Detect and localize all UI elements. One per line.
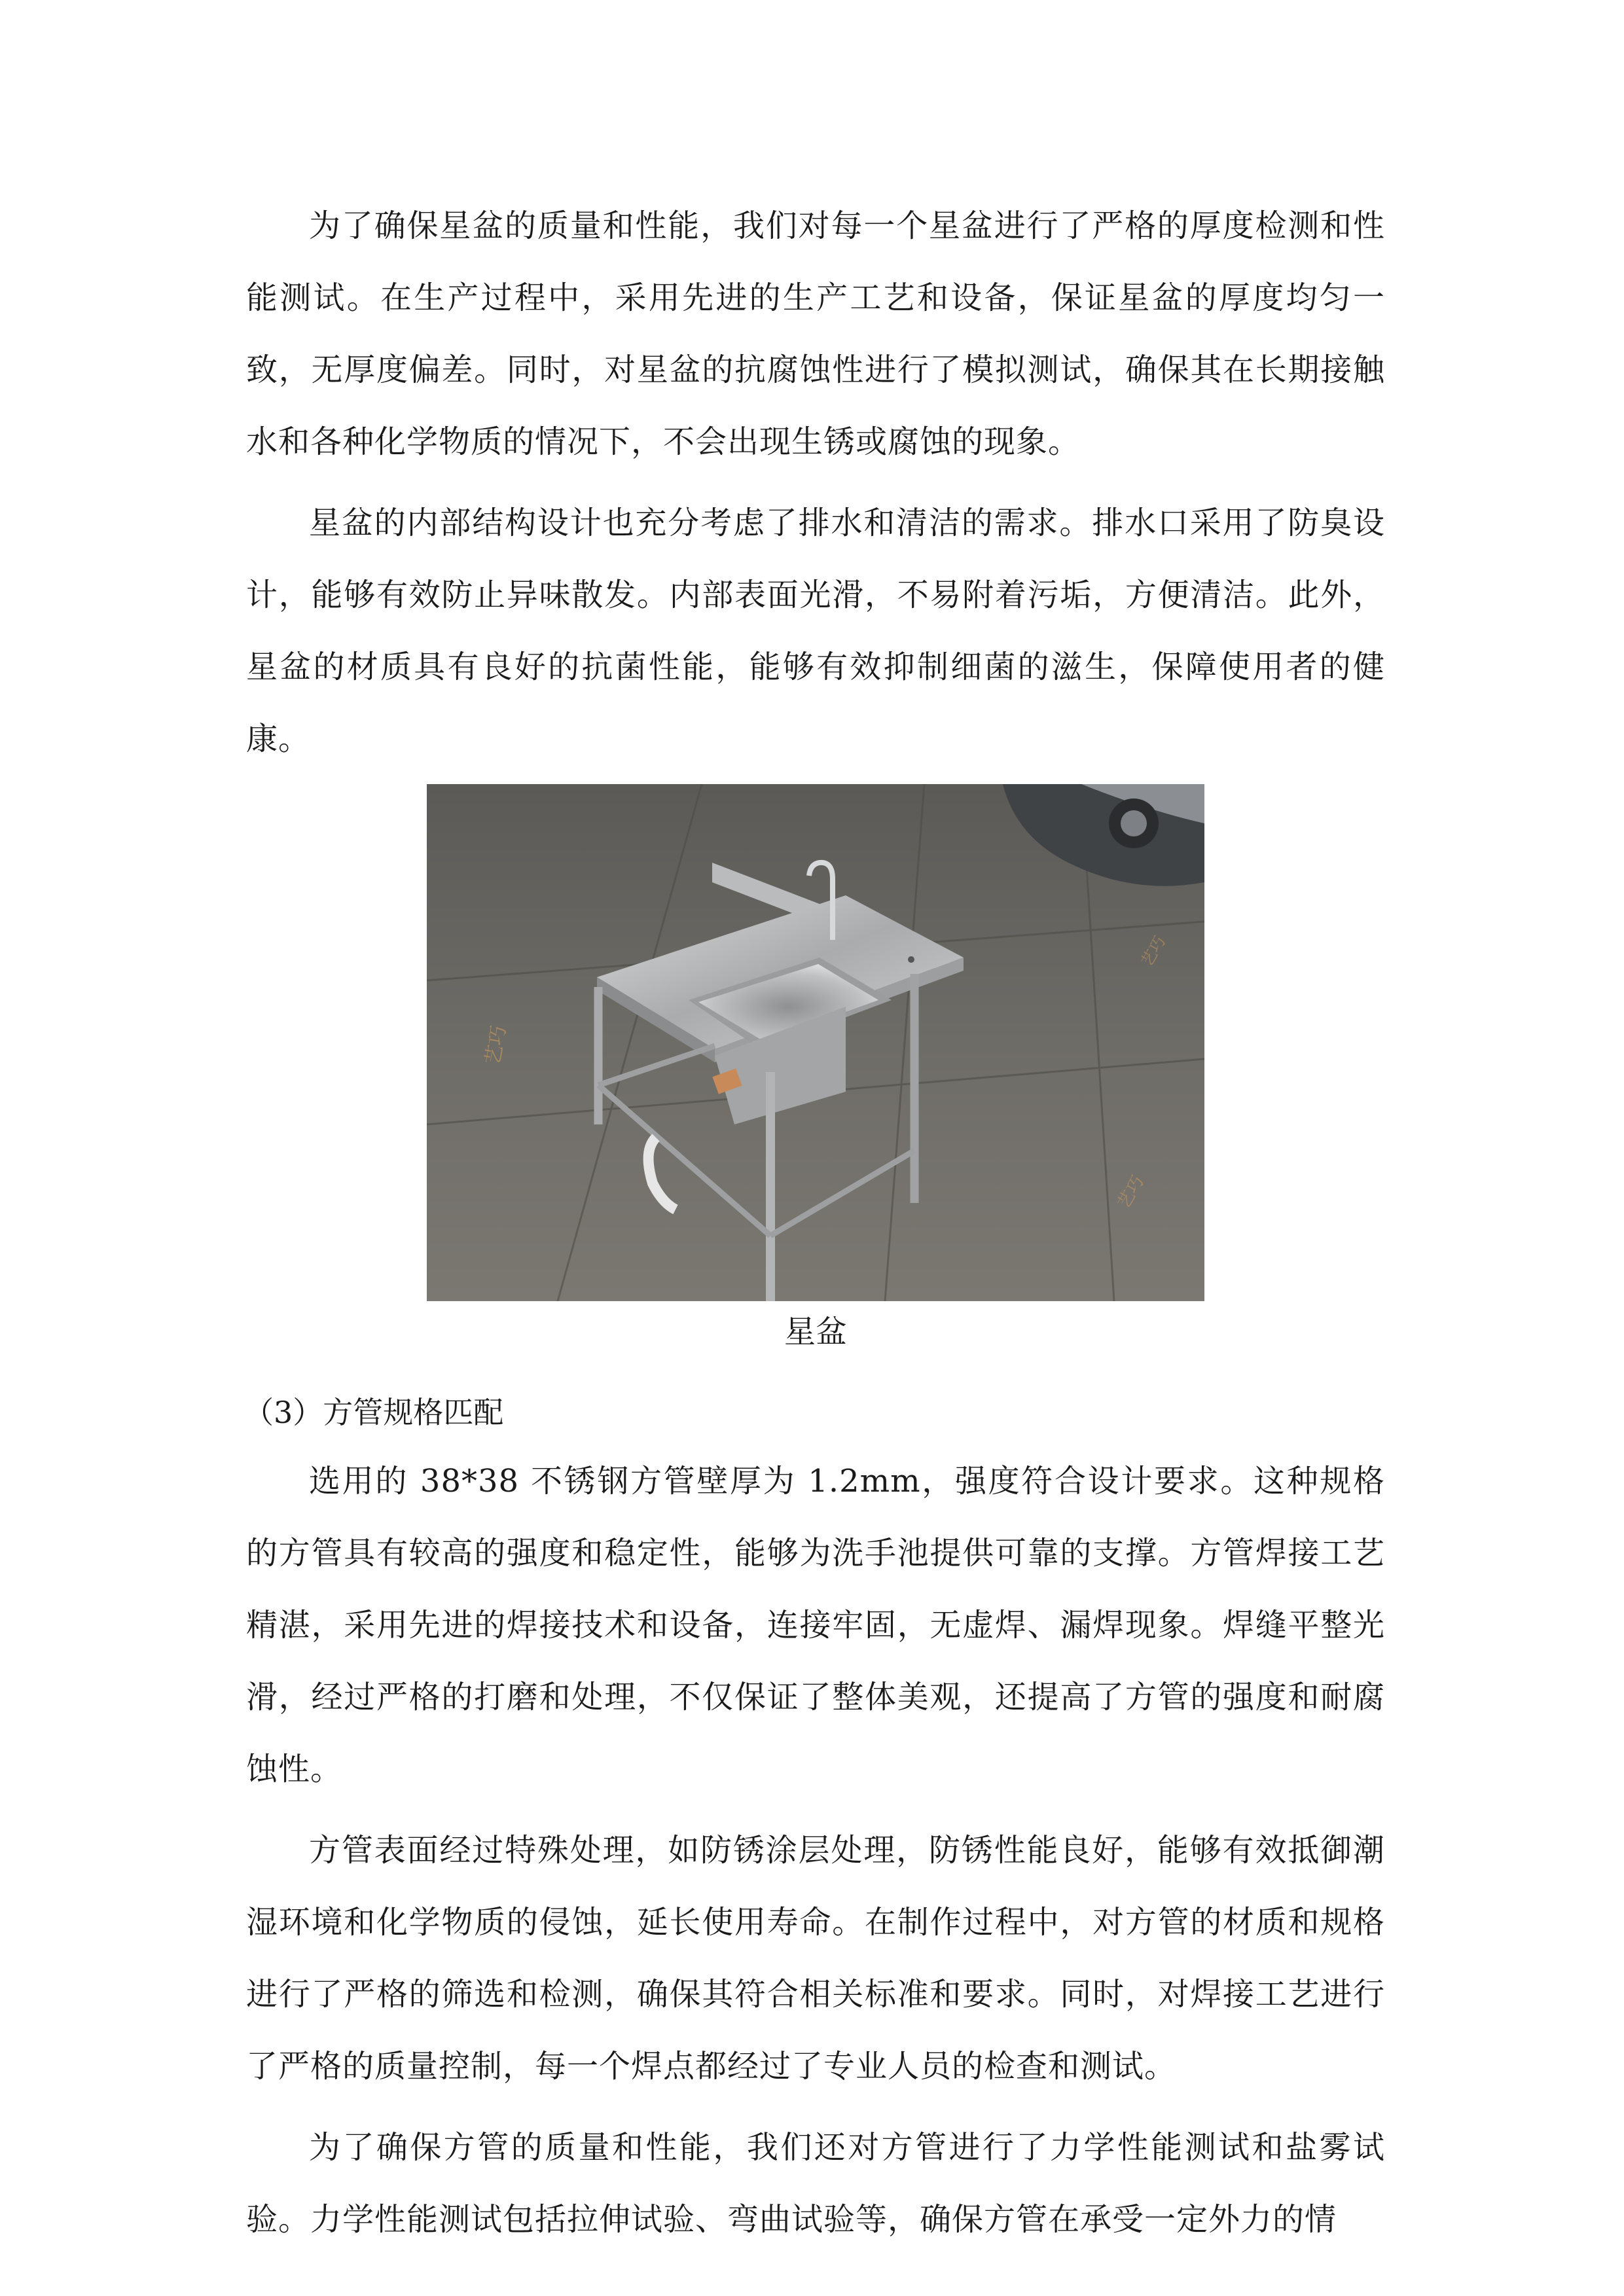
- paragraph: 方管表面经过特殊处理，如防锈涂层处理，防锈性能良好，能够有效抵御潮湿环境和化学物质的侵蚀，延长使用寿命。在制作过程中，对方管的材质和规格进行了严格的筛选和检测，确保其符合相关标准和要求。同时，对焊接工艺进行了严格的质量控制，每一个焊点都经过了专业人员的检查和测试。: [246, 1832, 1385, 2085]
- paragraph: 选用的 38*38 不锈钢方管壁厚为 1.2mm，强度符合设计要求。这种规格的方管具有较高的强度和稳定性，能够为洗手池提供可靠的支撑。方管焊接工艺精湛，采用先进的焊接技术和设备，连接牢固，无虚焊、漏焊现象。焊缝平整光滑，经过严格的打磨和处理，不仅保证了整体美观，还提高了方管的强度和耐腐蚀性。: [246, 1463, 1385, 1787]
- sink-photo: [427, 784, 1204, 1301]
- paragraph: 为了确保方管的质量和性能，我们还对方管进行了力学性能测试和盐雾试验。力学性能测试包括拉伸试验、弯曲试验等，确保方管在承受一定外力的情: [246, 2129, 1385, 2238]
- svg-text:艺巧: 艺巧: [1137, 933, 1170, 969]
- svg-text:艺巧: 艺巧: [1114, 1172, 1149, 1212]
- figure-caption: 星盆: [784, 1314, 847, 1350]
- paragraph: 为了确保星盆的质量和性能，我们对每一个星盆进行了严格的厚度检测和性能测试。在生产过程中，采用先进的生产工艺和设备，保证星盆的厚度均匀一致，无厚度偏差。同时，对星盆的抗腐蚀性进行了模拟测试，确保其在长期接触水和各种化学物质的情况下，不会出现生锈或腐蚀的现象。: [246, 207, 1385, 460]
- svg-text:艺巧: 艺巧: [481, 1024, 511, 1067]
- paragraph: 星盆的内部结构设计也充分考虑了排水和清洁的需求。排水口采用了防臭设计，能够有效防止异味散发。内部表面光滑，不易附着污垢，方便清洁。此外，星盆的材质具有良好的抗菌性能，能够有效抑制细菌的滋生，保障使用者的健康。: [246, 505, 1385, 757]
- section-heading: （3）方管规格匹配: [244, 1395, 504, 1430]
- document-page: [246, 190, 1385, 2265]
- figure: [246, 784, 1385, 1361]
